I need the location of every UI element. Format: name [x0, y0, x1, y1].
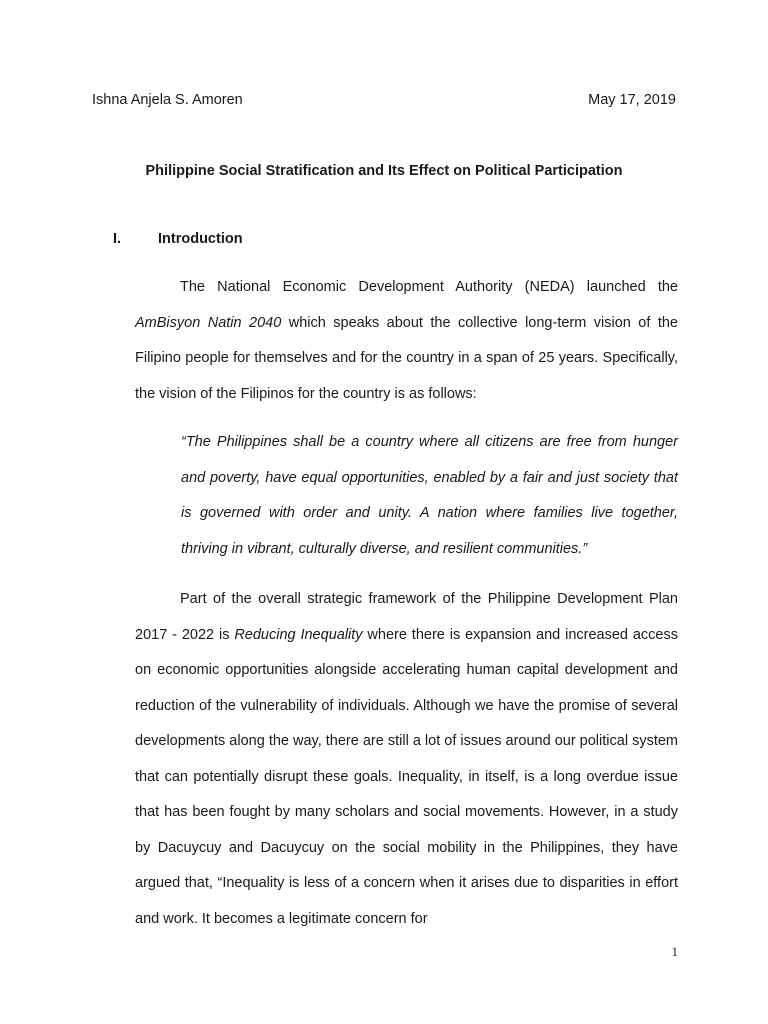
paragraph-framework-emphasis: Reducing Inequality [234, 626, 363, 643]
paragraph-intro-text-1: The National Economic Development Authority (NEDA) launched the [180, 279, 678, 295]
author-name: Ishna Anjela S. Amoren [92, 92, 243, 108]
paragraph-framework-text-2: where there is expansion and increased access on economic opportunities alongside accelerating human capital development and reduction of the vulnerability of individuals. Although we have the promise of several developments along the way, there are still a lot of issues around our political system that can potentially disrupt these goals. Inequality, in itself, is a long overdue issue that has been fought by many scholars and social movements. However, in a study by Dacuycuy and Dacuycuy on the social mobility in the Philippines, they have argued that, “Inequality is less of a concern when it arises due to disparities in effort and work. It becomes a legitimate concern for [135, 626, 678, 927]
paragraph-framework [135, 582, 678, 937]
page-number: 1 [671, 944, 678, 959]
paragraph-intro [135, 270, 678, 412]
document-title: Philippine Social Stratification and Its Effect on Political Participation [145, 163, 623, 179]
paragraph-framework-text-1: Part of the overall strategic framework of the Philippine Development Plan 2017 - 2022 is [135, 591, 678, 643]
block-quote: “The Philippines shall be a country where all citizens are free from hunger and poverty, have equal opportunities, enabled by a fair and just society that is governed with order and unity. A nation where families live together, thriving in vibrant, culturally diverse, and resilient communities.” [181, 434, 678, 557]
document-date: May 17, 2019 [588, 92, 676, 108]
paragraph-intro-text-2: which speaks about the collective long-term vision of the Filipino people for themselves and for the country in a span of 25 years. Specifically, the vision of the Filipinos for the country is as follows: [135, 314, 678, 402]
section-number: I. [113, 231, 122, 247]
section-title: Introduction [158, 231, 243, 247]
document-header [92, 92, 676, 112]
section-heading [113, 231, 243, 247]
paragraph-intro-emphasis: AmBisyon Natin 2040 [135, 314, 282, 331]
